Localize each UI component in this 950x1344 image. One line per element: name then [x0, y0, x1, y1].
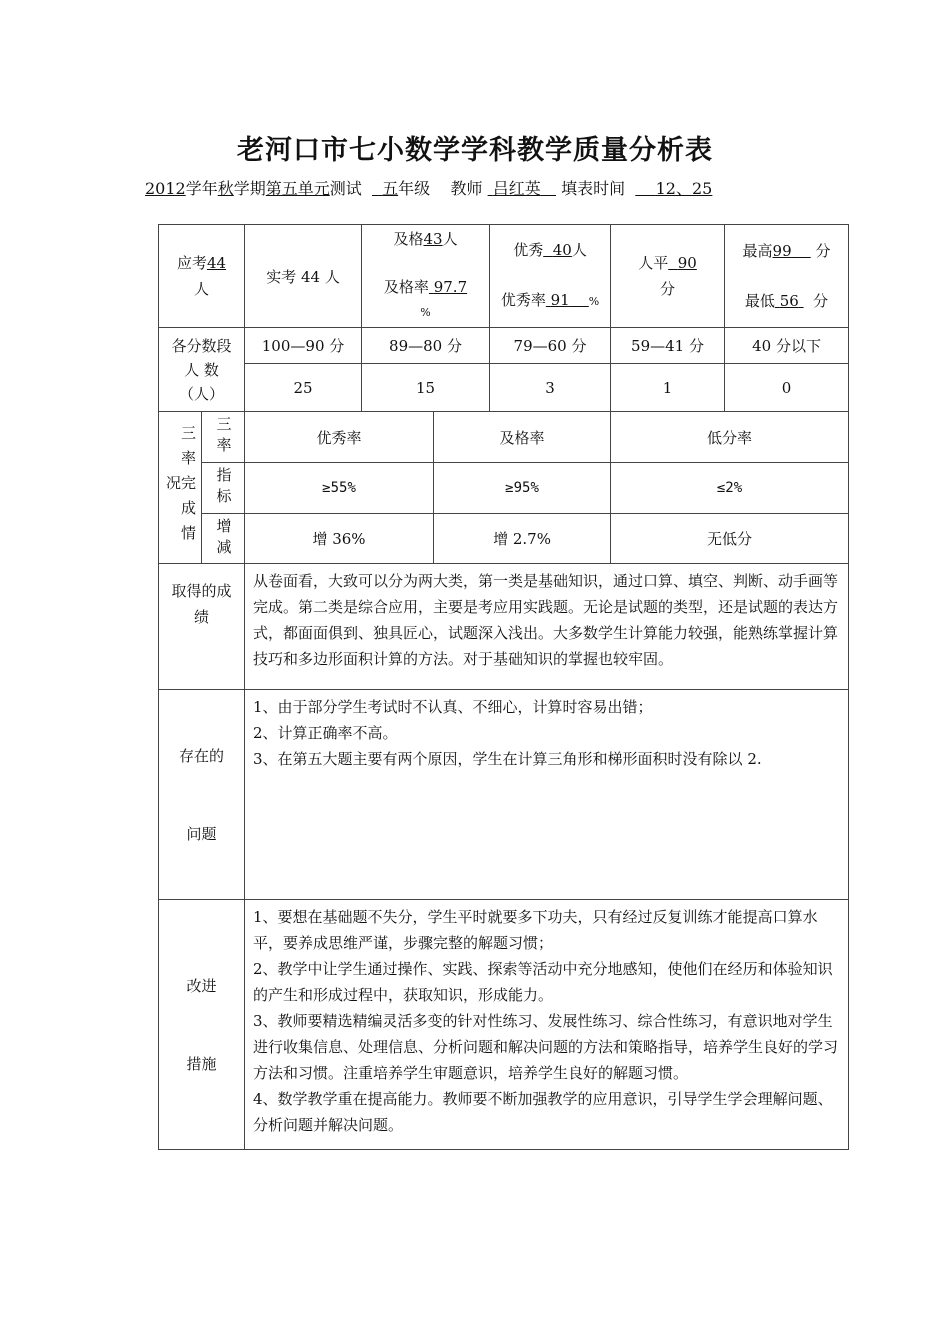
max-score: 99: [772, 242, 792, 260]
rates-row-label: 指标: [202, 463, 245, 514]
problems-row: [159, 690, 849, 900]
rate-target: ≤2%: [611, 463, 849, 514]
band-header: 59—41 分: [611, 328, 725, 364]
rate-change: 增 2.7%: [434, 514, 611, 564]
measure-item: 3、教师要精选精编灵活多变的针对性练习、发展性练习、综合性练习，有意识地对学生进行收集信息、处理信息、分析问题和解决问题的方法和策略指导，培养学生良好的学习方法和习惯。注重培养学生审题意识，培养学生良好的解题习惯。: [253, 1012, 839, 1082]
year-suffix: 学年: [185, 179, 218, 198]
problems-list: [245, 690, 849, 900]
problem-item: 3、在第五大题主要有两个原因，学生在计算三角形和梯形面积时没有除以 2.: [253, 750, 762, 768]
rate-header: 及格率: [434, 412, 611, 463]
three-rates-header-row: [159, 412, 849, 463]
band-count: 15: [362, 364, 490, 412]
measures-label: 改进 措施: [159, 900, 245, 1150]
problem-item: 1、由于部分学生考试时不认真、不细心，计算时容易出错；: [253, 698, 653, 716]
grade-suffix: 年级: [398, 179, 431, 198]
band-count: 25: [245, 364, 362, 412]
three-rates-outer-label: 三率完成情况: [159, 412, 202, 564]
season: 秋: [217, 179, 234, 198]
measures-list: [245, 900, 849, 1150]
unit: 第五单元: [265, 179, 330, 198]
pass-cell: 及格43人 及格率 97.7 %: [362, 225, 490, 328]
grade: 五: [382, 179, 399, 198]
band-header: 40 分以下: [725, 328, 849, 364]
score-band-header-row: [159, 328, 849, 364]
semester-label: 学期: [233, 179, 266, 198]
rate-header: 优秀率: [245, 412, 434, 463]
form-subtitle: [145, 176, 712, 199]
page-title: 老河口市七小数学学科教学质量分析表: [237, 135, 713, 166]
three-rates-change-row: [159, 514, 849, 564]
test-label: 测试: [329, 179, 362, 198]
excellent-cell: 优秀 40人 优秀率 91 %: [490, 225, 611, 328]
summary-row: [159, 225, 849, 328]
rate-change: 增 36%: [245, 514, 434, 564]
average-score: 90: [677, 254, 697, 272]
achievements-row: [159, 564, 849, 690]
measure-item: 1、要想在基础题不失分，学生平时就要多下功夫，只有经过反复训练才能提高口算水平，要养成思维严谨，步骤完整的解题习惯；: [253, 908, 818, 952]
analysis-table: [158, 224, 849, 1150]
band-header: 79—60 分: [490, 328, 611, 364]
three-rates-target-row: [159, 463, 849, 514]
pass-rate: 97.7: [433, 278, 468, 296]
teacher-label: 教师: [450, 179, 483, 198]
max-min-cell: 最高99 分 最低 56 分: [725, 225, 849, 328]
rates-row-label: 三率: [202, 412, 245, 463]
rate-change: 无低分: [611, 514, 849, 564]
expected-count: 44: [206, 254, 227, 272]
rate-header: 低分率: [611, 412, 849, 463]
problems-label: 存在的 问题: [159, 690, 245, 900]
score-band-count-row: [159, 364, 849, 412]
average-cell: 人平 90 分: [611, 225, 725, 328]
measure-item: 2、教学中让学生通过操作、实践、探索等活动中充分地感知，使他们在经历和体验知识的产生和形成过程中，获取知识，形成能力。: [253, 960, 833, 1004]
achievements-label: 取得的成绩: [159, 564, 245, 690]
measures-row: [159, 900, 849, 1150]
band-count: 1: [611, 364, 725, 412]
band-header: 100—90 分: [245, 328, 362, 364]
excellent-rate: 91: [550, 291, 570, 309]
teacher-name: 吕红英: [492, 179, 541, 198]
fill-date: 12、25: [655, 179, 713, 198]
measure-item: 4、数学教学重在提高能力。教师要不断加强教学的应用意识，引导学生学会理解问题、分析问题并解决问题。: [253, 1090, 833, 1134]
band-header: 89—80 分: [362, 328, 490, 364]
year: 2012: [145, 179, 186, 198]
achievements-text: 从卷面看，大致可以分为两大类，第一类是基础知识，通过口算、填空、判断、动手画等完成。第二类是综合应用，主要是考应用实践题。无论是试题的类型，还是试题的表达方式，都面面俱到、独具匠心，试题深入浅出。大多数学生计算能力较强，能熟练掌握计算技巧和多边形面积计算的方法。对于基础知识的掌握也较牢固。: [245, 564, 849, 690]
min-score: 56: [779, 292, 799, 310]
expected-cell: 应考44 人: [159, 225, 245, 328]
pass-count: 43: [423, 230, 443, 248]
actual-cell: 实考 44 人: [245, 225, 362, 328]
score-band-label: 各分数段 人 数 （人）: [159, 328, 245, 412]
band-count: 0: [725, 364, 849, 412]
rates-row-label: 增减: [202, 514, 245, 564]
problem-item: 2、计算正确率不高。: [253, 724, 398, 742]
rate-target: ≥55%: [245, 463, 434, 514]
date-label: 填表时间: [561, 179, 626, 198]
excellent-count: 40: [552, 241, 572, 259]
rate-target: ≥95%: [434, 463, 611, 514]
band-count: 3: [490, 364, 611, 412]
